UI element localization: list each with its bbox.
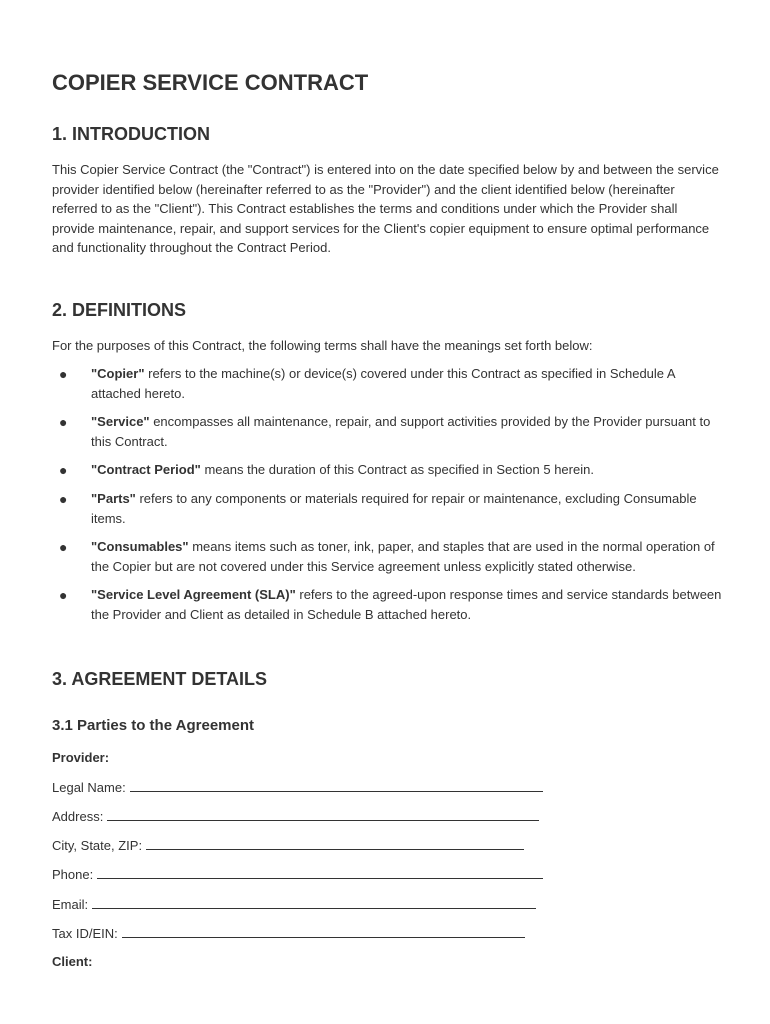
definition-text: refers to the machine(s) or device(s) covered under this Contract as specified in Schedule A attached hereto. — [91, 366, 675, 401]
city-state-zip-blank-line[interactable] — [146, 837, 524, 850]
definition-text: means items such as toner, ink, paper, and staples that are used in the normal operation of the Copier but are not covered under this Service agreement unless explicitly stated otherwise. — [91, 539, 715, 574]
field-label: Tax ID/EIN: — [52, 926, 118, 941]
definition-item-consumables — [52, 537, 722, 576]
definition-text: refers to the agreed-upon response times and service standards between the Provider and Client as detailed in Schedule B attached hereto. — [91, 587, 722, 622]
definitions-list — [52, 364, 722, 634]
definition-item-service — [52, 412, 722, 451]
field-label: Legal Name: — [52, 780, 126, 795]
bullet-icon: ● — [59, 462, 68, 479]
definition-text: refers to any components or materials required for repair or maintenance, excluding Consumable items. — [91, 490, 697, 526]
document-title: COPIER SERVICE CONTRACT — [52, 70, 369, 95]
definition-item-parts — [52, 489, 722, 528]
definition-term: "Copier" — [91, 366, 145, 381]
section-heading-definitions: 2. DEFINITIONS — [52, 300, 187, 320]
provider-address-field — [52, 808, 539, 824]
bullet-icon: ● — [59, 539, 68, 556]
address-blank-line[interactable] — [107, 808, 539, 821]
section-heading-introduction: 1. INTRODUCTION — [52, 124, 211, 144]
definition-term: "Consumables" — [91, 539, 189, 555]
legal-name-blank-line[interactable] — [130, 779, 543, 792]
definition-item-sla — [52, 585, 722, 624]
provider-city-state-zip-field — [52, 837, 524, 853]
definition-term: "Contract Period" — [91, 462, 201, 478]
subsection-heading-parties: 3.1 Parties to the Agreement — [52, 717, 255, 734]
bullet-icon: ● — [59, 414, 68, 431]
provider-label: Provider: — [52, 750, 110, 765]
definition-term: "Service Level Agreement (SLA)" — [91, 587, 296, 603]
provider-phone-field — [52, 866, 543, 882]
field-label: City, State, ZIP: — [52, 838, 143, 853]
client-label: Client: — [52, 954, 93, 969]
definition-item-contract-period — [52, 460, 722, 480]
definition-term: "Parts" — [91, 490, 136, 506]
bullet-icon: ● — [59, 490, 68, 507]
field-label: Email: — [52, 897, 89, 912]
email-blank-line[interactable] — [92, 896, 536, 909]
definitions-intro: For the purposes of this Contract, the following terms shall have the meanings set forth below: — [52, 338, 593, 353]
definition-term: "Service" — [91, 414, 150, 430]
definition-text: means the duration of this Contract as specified in Section 5 herein. — [200, 462, 594, 478]
definition-text: encompasses all maintenance, repair, and support activities provided by the Provider pursuant to this Contract. — [91, 414, 711, 449]
bullet-icon: ● — [59, 587, 68, 604]
section-heading-agreement: 3. AGREEMENT DETAILS — [52, 669, 268, 689]
provider-legal-name-field — [52, 779, 543, 795]
phone-blank-line[interactable] — [97, 866, 543, 879]
bullet-icon: ● — [59, 366, 68, 382]
provider-email-field — [52, 896, 536, 912]
definition-item-copier — [52, 364, 722, 403]
introduction-paragraph: This Copier Service Contract (the "Contract") is entered into on the date specified below by and between the service provider identified below (hereinafter referred to as the "Provider") and the client identified below (hereinafter referred to as the "Client"). This Contract establishes the terms and conditions under which the Provider shall provide maintenance, repair, and support services for the Client's copier equipment to ensure optimal performance and functionality throughout the Contract Period. — [52, 162, 719, 256]
tax-id-blank-line[interactable] — [122, 925, 525, 938]
field-label: Phone: — [52, 867, 94, 882]
field-label: Address: — [52, 809, 104, 824]
provider-tax-id-field — [52, 925, 525, 941]
